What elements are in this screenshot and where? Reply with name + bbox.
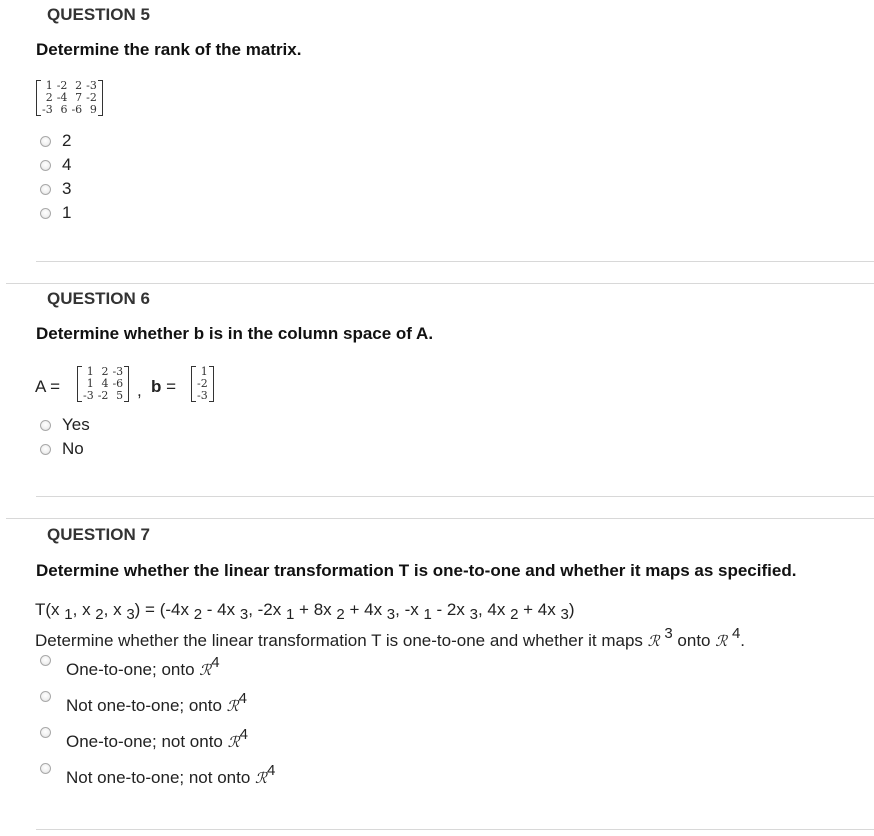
radio-button[interactable] bbox=[40, 160, 51, 171]
radio-button[interactable] bbox=[40, 208, 51, 219]
divider bbox=[36, 829, 874, 830]
q7-option-not-one-to-one-onto[interactable] bbox=[40, 690, 247, 716]
option-label: Not one-to-one; onto ℛ4 bbox=[66, 690, 247, 715]
question-7-prompt: Determine whether the linear transformation T is one-to-one and whether it maps as specified. bbox=[36, 561, 797, 580]
q5-option-1[interactable] bbox=[40, 203, 71, 223]
option-label: 4 bbox=[62, 155, 72, 174]
radio-button[interactable] bbox=[40, 655, 51, 666]
option-label: 3 bbox=[62, 179, 72, 198]
question-7-description: Determine whether the linear transformation T is one-to-one and whether it maps ℛ 3 onto ℛ 4. bbox=[35, 625, 746, 650]
option-label: Not one-to-one; not onto ℛ4 bbox=[66, 762, 276, 787]
divider bbox=[6, 518, 874, 519]
q6-option-yes[interactable] bbox=[40, 415, 90, 435]
divider bbox=[36, 496, 874, 497]
radio-button[interactable] bbox=[40, 763, 51, 774]
comma: , bbox=[137, 381, 142, 400]
question-5-matrix: 1 -2 2 -3 2 -4 7 -2 -3 6 -6 9 bbox=[36, 80, 103, 116]
option-label: 2 bbox=[62, 131, 72, 150]
option-label: One-to-one; not onto ℛ4 bbox=[66, 726, 248, 751]
question-6-matrix-a: 1 2 -3 1 4 -6 -3 -2 5 bbox=[77, 366, 129, 402]
q7-option-not-one-to-one-not-onto[interactable] bbox=[40, 762, 275, 788]
matrix-a-label: A = bbox=[35, 377, 61, 396]
radio-button[interactable] bbox=[40, 420, 51, 431]
radio-button[interactable] bbox=[40, 727, 51, 738]
q7-option-one-to-one-not-onto[interactable] bbox=[40, 726, 248, 752]
question-7-heading: QUESTION 7 bbox=[47, 525, 150, 544]
q6-option-no[interactable] bbox=[40, 439, 84, 459]
option-label: No bbox=[62, 439, 84, 458]
radio-button[interactable] bbox=[40, 691, 51, 702]
transformation-formula: T(x 1, x 2, x 3) = (-4x 2 - 4x 3, -2x 1 + 8x 2 + 4x 3, -x 1 - 2x 3, 4x 2 + 4x 3) bbox=[35, 600, 575, 623]
question-5-heading: QUESTION 5 bbox=[47, 5, 150, 24]
divider bbox=[36, 261, 874, 262]
question-6-prompt: Determine whether b is in the column space of A. bbox=[36, 324, 434, 343]
q7-option-one-to-one-onto[interactable] bbox=[40, 654, 220, 680]
q5-option-4[interactable] bbox=[40, 155, 71, 175]
radio-button[interactable] bbox=[40, 136, 51, 147]
q5-option-3[interactable] bbox=[40, 179, 71, 199]
option-label: One-to-one; onto ℛ4 bbox=[66, 654, 220, 679]
question-6-heading: QUESTION 6 bbox=[47, 289, 150, 308]
q5-option-2[interactable] bbox=[40, 131, 71, 151]
question-5-prompt: Determine the rank of the matrix. bbox=[36, 40, 302, 59]
divider bbox=[6, 283, 874, 284]
radio-button[interactable] bbox=[40, 444, 51, 455]
radio-button[interactable] bbox=[40, 184, 51, 195]
vector-b-label: b = bbox=[151, 377, 177, 396]
option-label: 1 bbox=[62, 203, 72, 222]
question-6-vector-b: 1 -2 -3 bbox=[191, 366, 214, 402]
option-label: Yes bbox=[62, 415, 90, 434]
